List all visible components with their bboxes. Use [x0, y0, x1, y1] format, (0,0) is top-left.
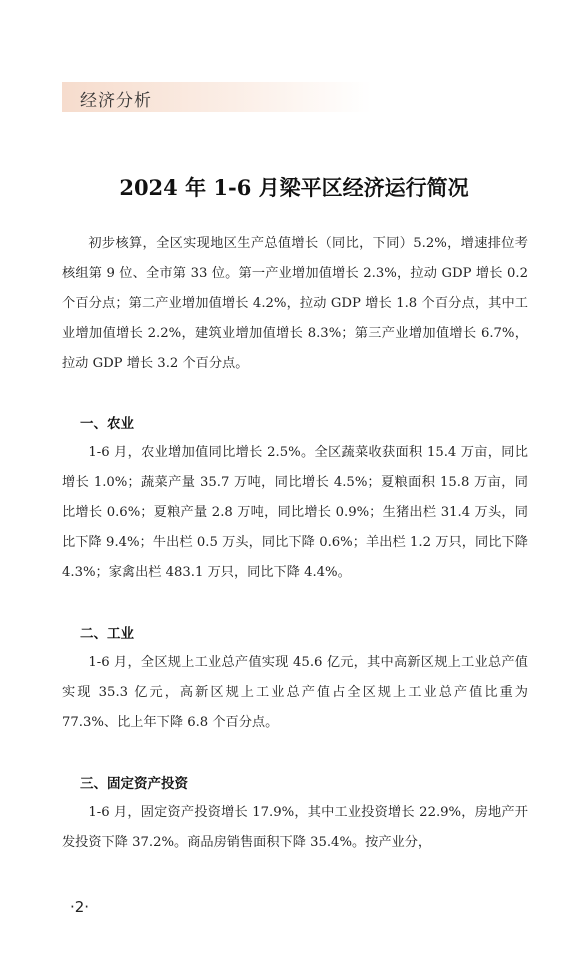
section-heading-agriculture: 一、农业 [80, 416, 134, 432]
section-heading-fixed-asset-investment: 三、固定资产投资 [80, 776, 188, 792]
section-tag-banner [62, 82, 372, 112]
section-paragraph-industry: 1-6 月，全区规上工业总产值实现 45.6 亿元，其中高新区规上工业总产值实现 35.3 亿元，高新区规上工业总产值占全区规上工业总产值比重为 77.3%、比上年下降 6.8 个百分点。 [62, 655, 528, 730]
page-number: ·2· [70, 898, 90, 916]
intro-paragraph: 初步核算，全区实现地区生产总值增长（同比，下同）5.2%，增速排位考核组第 9 位、全市第 33 位。第一产业增加值增长 2.3%，拉动 GDP 增长 0.2 个百分点；第二产业增加值增长 4.2%，拉动 GDP 增长 1.8 个百分点，其中工业增加值增长 2.2%，建筑业增加值增长 8.3%；第三产业增加值增长 6.7%，拉动 GDP 增长 3.2 个百分点。 [62, 236, 528, 371]
section-paragraph-fixed-asset-investment: 1-6 月，固定资产投资增长 17.9%，其中工业投资增长 22.9%，房地产开发投资下降 37.2%。商品房销售面积下降 35.4%。按产业分， [62, 805, 528, 850]
section-heading-industry: 二、工业 [80, 626, 134, 642]
section-paragraph-agriculture: 1-6 月，农业增加值同比增长 2.5%。全区蔬菜收获面积 15.4 万亩，同比增长 1.0%；蔬菜产量 35.7 万吨，同比增长 4.5%；夏粮面积 15.8 万亩，同比增长 0.6%；夏粮产量 2.8 万吨，同比增长 0.9%；生猪出栏 31.4 万头，同比下降 9.4%；牛出栏 0.5 万头，同比下降 0.6%；羊出栏 1.2 万只，同比下降 4.3%；家禽出栏 483.1 万只，同比下降 4.4%。 [62, 445, 528, 580]
document-title: 2024 年 1-6 月梁平区经济运行简况 [119, 175, 469, 200]
section-tag-label: 经济分析 [80, 91, 152, 111]
